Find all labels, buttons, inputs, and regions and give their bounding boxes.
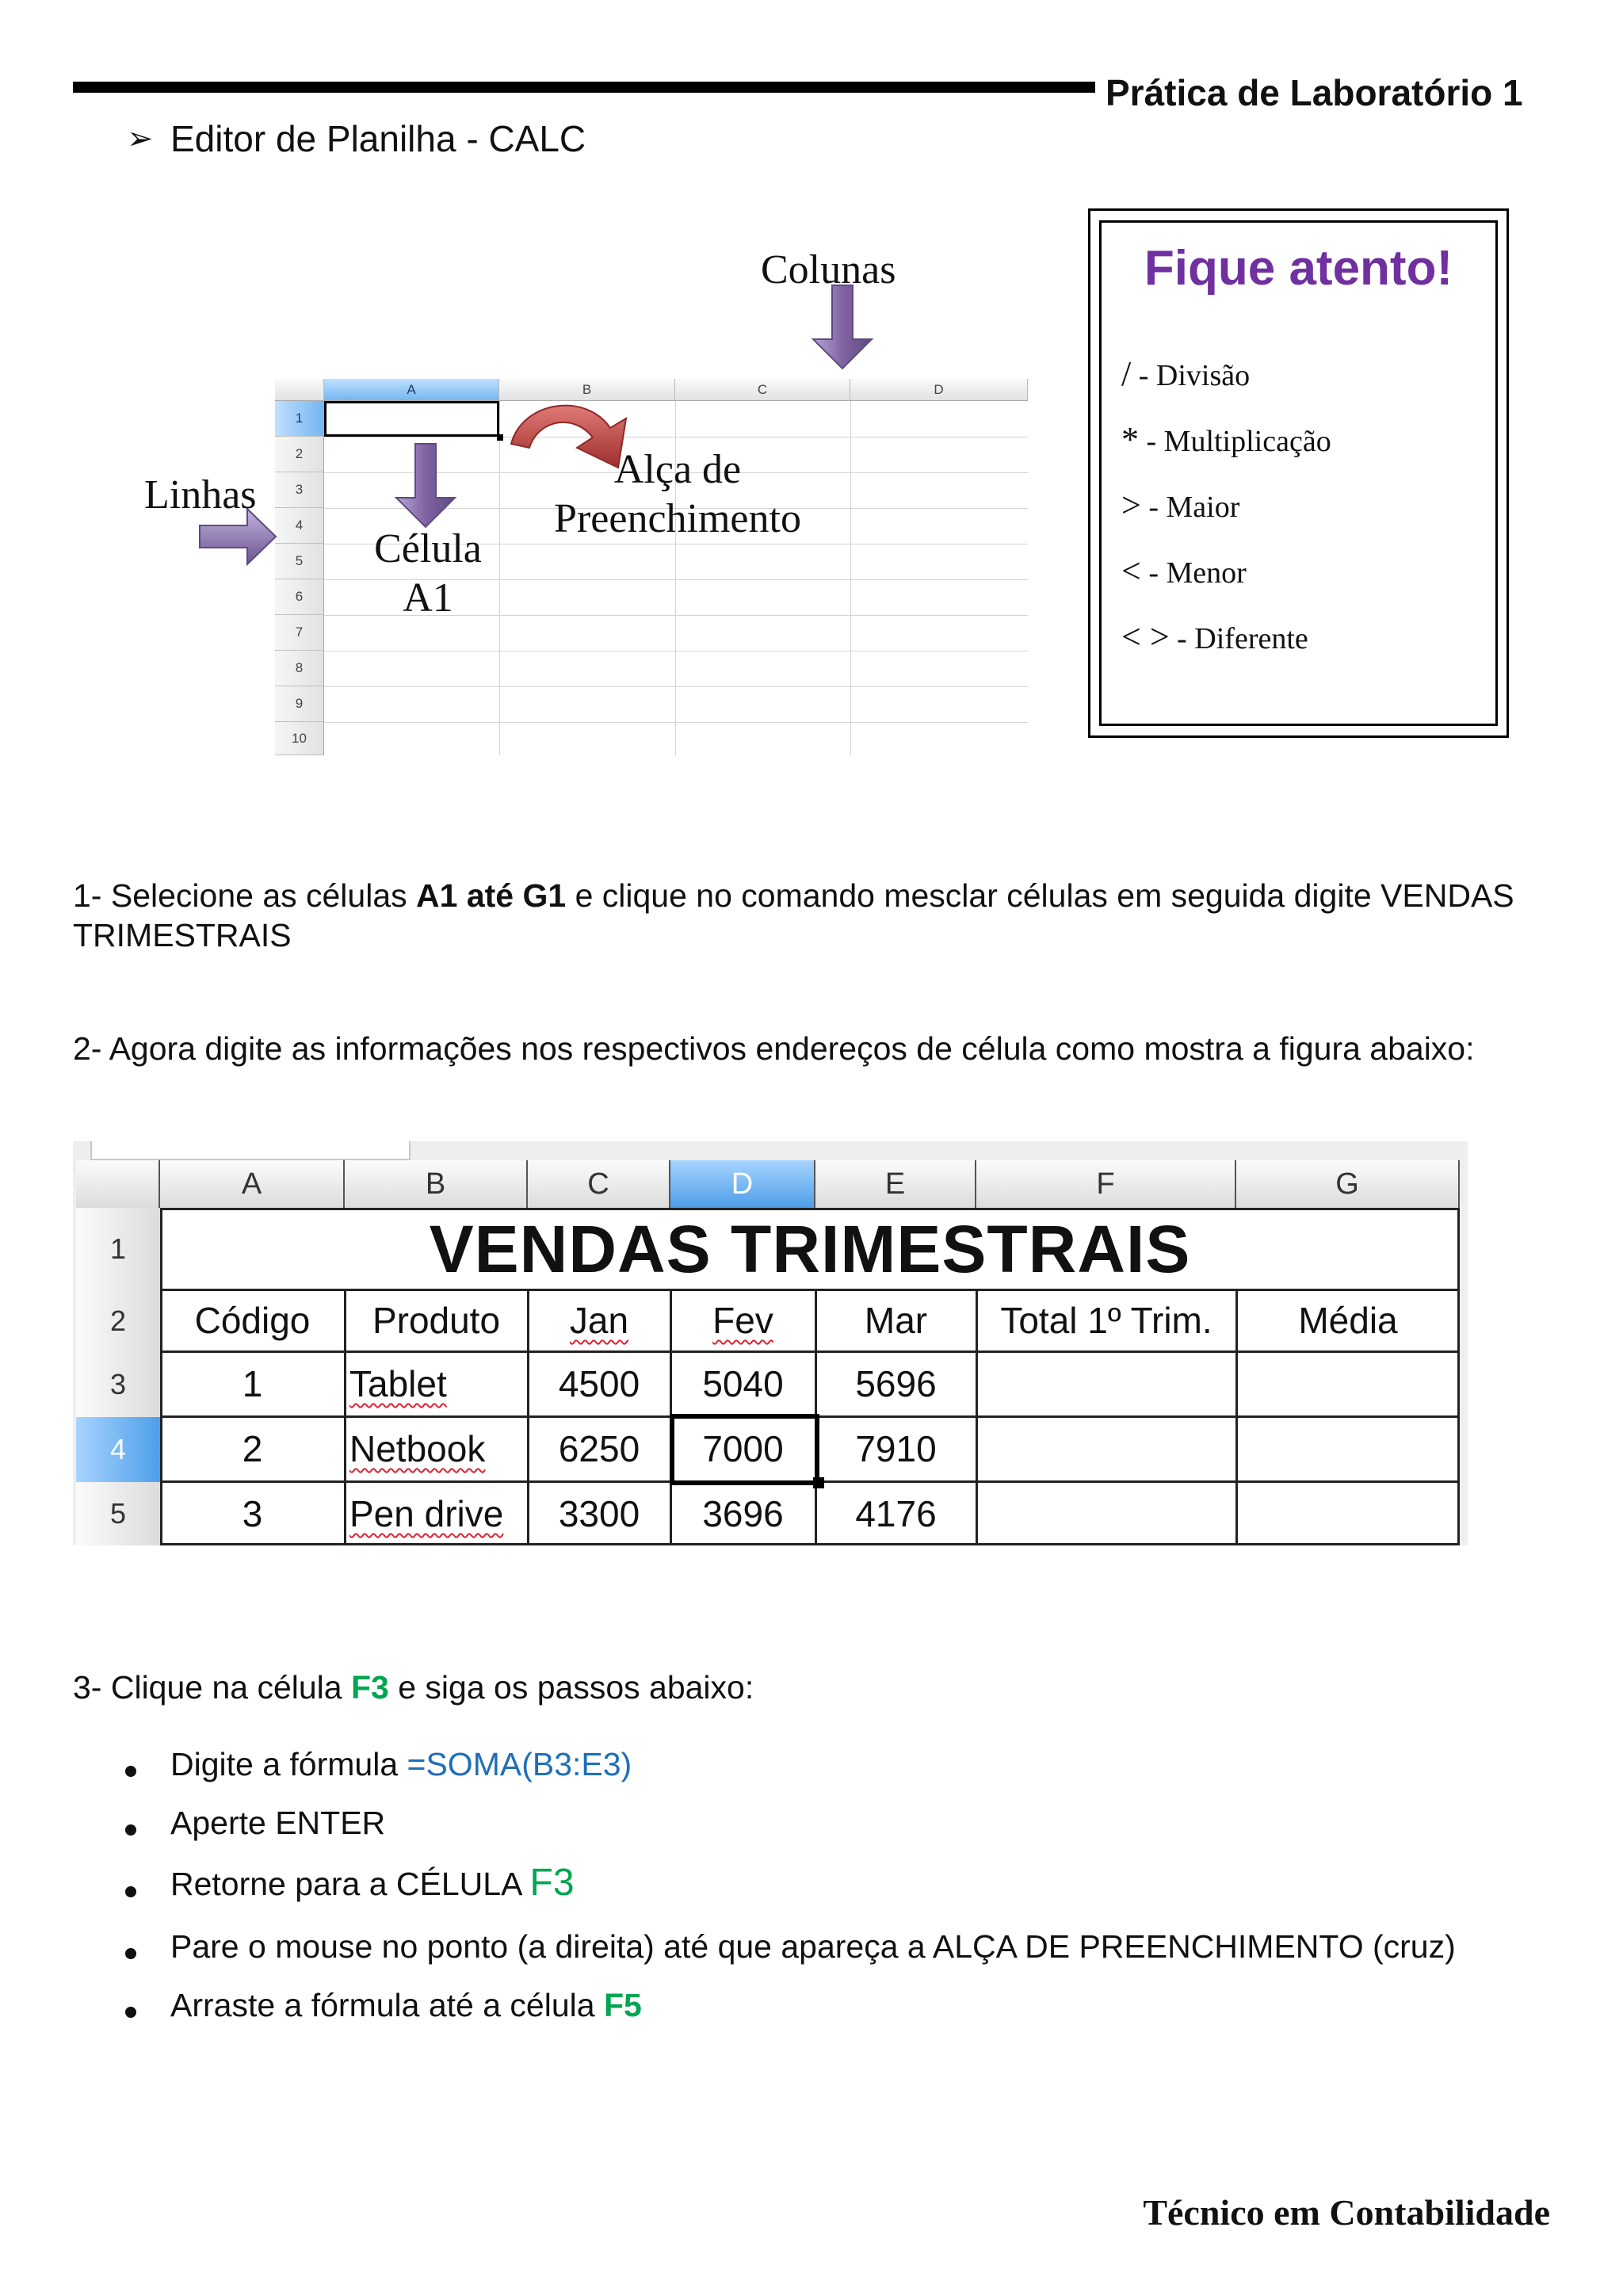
- column-header-d: D: [670, 1160, 815, 1208]
- row-header: 10: [275, 722, 324, 755]
- page-title: Prática de Laboratório 1: [1106, 72, 1523, 113]
- table-cell: [976, 1352, 1236, 1415]
- table-cell: 4176: [855, 1493, 937, 1534]
- step-item: Digite a fórmula =SOMA(B3:E3): [170, 1746, 632, 1782]
- table-cell: 6250: [558, 1428, 640, 1469]
- table-cell: 2: [242, 1428, 263, 1469]
- step-item: Aperte ENTER: [170, 1805, 386, 1841]
- cell-label: [371, 525, 485, 624]
- operator-division: / - Divisão: [1121, 354, 1251, 393]
- instruction-step1-line2: TRIMESTRAIS: [73, 917, 292, 953]
- cell-label-line2: A1: [403, 575, 453, 621]
- table-cell: [1236, 1352, 1460, 1415]
- column-header-c: C: [528, 1160, 670, 1208]
- step-item: Arraste a fórmula até a célula F5: [170, 1987, 642, 2023]
- step-item: Retorne para a CÉLULA F3: [170, 1862, 575, 1904]
- column-header-e: E: [815, 1160, 976, 1208]
- fill-handle-label-line1: Alça de: [613, 447, 742, 492]
- name-box: [90, 1141, 411, 1160]
- column-header-a: A: [324, 379, 499, 401]
- table-cell: Netbook: [349, 1428, 486, 1469]
- row-header: 1: [275, 401, 324, 437]
- table-cell: 7910: [855, 1428, 937, 1469]
- column-header-a: A: [160, 1160, 345, 1208]
- bullet-icon: [125, 1886, 136, 1897]
- row-header: 3: [76, 1352, 160, 1417]
- columns-arrow-icon: [813, 285, 872, 369]
- table-cell: [1236, 1482, 1460, 1545]
- operator-different: < > - Diferente: [1121, 617, 1308, 656]
- instruction-step1: 1- Selecione as células A1 até G1 e clique no comando mesclar células em seguida digite VENDAS: [73, 877, 1514, 914]
- bullet-icon: [125, 1766, 136, 1777]
- row-header: 2: [76, 1290, 160, 1352]
- row-header: 4: [275, 508, 324, 544]
- table-cell: 1: [242, 1363, 263, 1404]
- fill-handle: [813, 1477, 824, 1488]
- row-header: 5: [275, 544, 324, 579]
- cell-arrow-icon: [396, 444, 455, 527]
- header-cell: Jan: [569, 1300, 629, 1341]
- row-header: 7: [275, 615, 324, 651]
- table-cell: [976, 1482, 1236, 1545]
- rows-label: Linhas: [144, 472, 257, 518]
- column-header-b: B: [499, 379, 675, 401]
- instruction-step2: 2- Agora digite as informações nos respectivos endereços de célula como mostra a figura abaixo:: [73, 1030, 1475, 1067]
- selected-cell-d4: [670, 1414, 819, 1485]
- column-header-c: C: [675, 379, 850, 401]
- attention-inner-border: [1099, 220, 1498, 726]
- footer: Técnico em Contabilidade: [1143, 2192, 1550, 2233]
- table-cell: [976, 1417, 1236, 1480]
- fill-handle-label-line2: Preenchimento: [554, 496, 801, 542]
- fill-handle-label: [547, 445, 808, 544]
- arrow-bullet-icon: ➢: [127, 121, 154, 156]
- cell-label-line1: Célula: [374, 526, 482, 571]
- column-header-g: G: [1236, 1160, 1460, 1208]
- table-cell: 3696: [702, 1493, 784, 1534]
- operator-greater: > - Maior: [1121, 486, 1240, 525]
- bullet-icon: [125, 2007, 136, 2018]
- step-item: Pare o mouse no ponto (a direita) até que apareça a ALÇA DE PREENCHIMENTO (cruz): [170, 1928, 1456, 1965]
- row-header: 5: [76, 1482, 160, 1545]
- operator-less: < - Menor: [1121, 552, 1247, 590]
- table-cell: Pen drive: [349, 1493, 504, 1534]
- table-cell: 5696: [855, 1363, 937, 1404]
- header-cell: Fev: [712, 1300, 773, 1341]
- bullet-icon: [125, 1824, 136, 1836]
- columns-label: Colunas: [761, 247, 896, 292]
- attention-title: Fique atento!: [1144, 241, 1453, 296]
- sheet-title: VENDAS TRIMESTRAIS: [429, 1211, 1191, 1286]
- column-header-b: B: [345, 1160, 528, 1208]
- row-header: 8: [275, 651, 324, 686]
- header-cell: Total 1º Trim.: [1000, 1300, 1212, 1341]
- row-header: 4: [76, 1417, 160, 1482]
- table-cell: 3: [242, 1493, 263, 1534]
- column-header-f: F: [976, 1160, 1236, 1208]
- attention-box: [1088, 208, 1509, 738]
- sales-spreadsheet: [73, 1141, 1468, 1545]
- header-cell: Código: [194, 1300, 311, 1341]
- header-cell: Produto: [372, 1300, 501, 1341]
- row-header: 2: [275, 437, 324, 472]
- table-cell: Tablet: [349, 1363, 447, 1404]
- table-cell: 7000: [702, 1428, 784, 1469]
- section-heading: Editor de Planilha - CALC: [170, 118, 586, 159]
- row-header: 3: [275, 472, 324, 508]
- corner-cell: [76, 1160, 160, 1208]
- table-cell: [1236, 1417, 1460, 1480]
- column-header-d: D: [850, 379, 1028, 401]
- header-cell: Mar: [864, 1300, 928, 1341]
- table-cell: 5040: [702, 1363, 784, 1404]
- row-header: 9: [275, 686, 324, 722]
- row-header: 6: [275, 579, 324, 615]
- header-cell: Média: [1298, 1300, 1398, 1341]
- row-header: 1: [76, 1208, 160, 1290]
- operator-multiplication: * - Multiplicação: [1121, 420, 1331, 459]
- table-cell: 3300: [558, 1493, 640, 1534]
- bullet-icon: [125, 1948, 136, 1959]
- instruction-step3: 3- Clique na célula F3 e siga os passos abaixo:: [73, 1669, 754, 1706]
- table-cell: 4500: [558, 1363, 640, 1404]
